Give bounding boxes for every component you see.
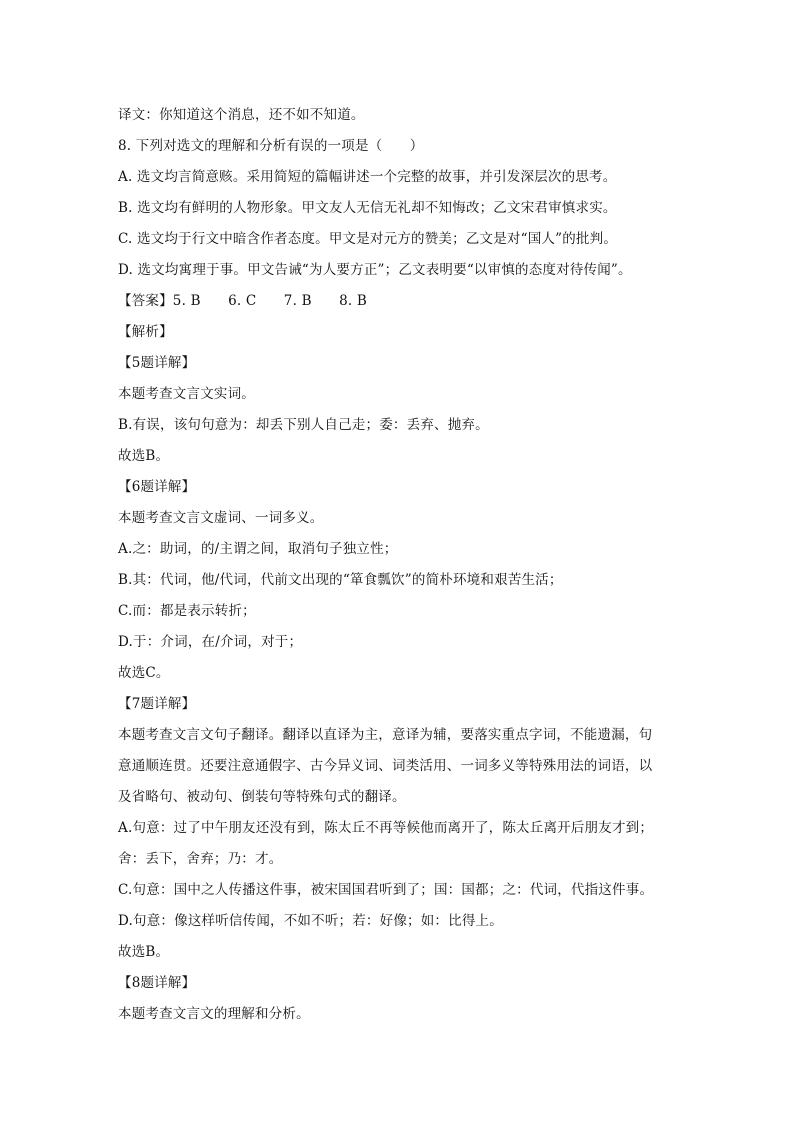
q7-text: D.句意：像这样听信传闻，不如不听；若：好像；如：比得上。 [118, 913, 503, 929]
q7-text: A.句意：过了中午朋友还没有到，陈太丘不再等候他而离开了，陈太丘离开后朋友才到； [118, 820, 654, 836]
q7-conclusion: 故选B。 [118, 944, 170, 960]
q6-text: C.而：都是表示转折； [118, 603, 256, 619]
option-c: C. 选文均于行文中暗含作者态度。甲文是对元方的赞美；乙文是对“国人”的批判。 [118, 231, 618, 247]
q7-heading: 【7题详解】 [118, 696, 196, 712]
q7-text: 及省略句、被动句、倒装句等特殊句式的翻译。 [118, 789, 406, 805]
q5-heading: 【5题详解】 [118, 355, 196, 371]
q8-heading: 【8题详解】 [118, 975, 196, 991]
option-b: B. 选文均有鲜明的人物形象。甲文友人无信无礼却不知悔改；乙文宋君审慎求实。 [118, 200, 617, 216]
q8-text: 本题考查文言文的理解和分析。 [118, 1006, 310, 1022]
q5-conclusion: 故选B。 [118, 448, 170, 464]
q7-text: 本题考查文言文句子翻译。翻译以直译为主，意译为辅，要落实重点字词，不能遗漏，句 [118, 727, 653, 743]
q6-text: A.之：助词，的/主谓之间，取消句子独立性； [118, 541, 398, 557]
q7-text: C.句意：国中之人传播这件事，被宋国国君听到了；国：国都；之：代词，代指这件事。 [118, 882, 654, 898]
q5-text: B.有误，该句句意为：却丢下别人自己走；委：丢弃、抛弃。 [118, 417, 489, 433]
answer-line: 【答案】5. B 6. C 7. B 8. B [118, 293, 367, 309]
option-d: D. 选文均寓理于事。甲文告诫“为人要方正”；乙文表明要“以审慎的态度对待传闻”。 [118, 262, 632, 278]
q5-text: 本题考查文言文实词。 [118, 386, 255, 402]
q6-text: 本题考查文言文虚词、一词多义。 [118, 510, 324, 526]
q6-heading: 【6题详解】 [118, 479, 196, 495]
translation-line: 译文：你知道这个消息，还不如不知道。 [118, 107, 365, 123]
question-8-stem: 8. 下列对选文的理解和分析有误的一项是（ ） [118, 138, 424, 154]
q6-text: D.于：介词，在/介词，对于； [118, 634, 303, 650]
document-page [118, 100, 678, 1030]
q6-conclusion: 故选C。 [118, 665, 170, 681]
option-a: A. 选文均言简意赅。采用简短的篇幅讲述一个完整的故事，并引发深层次的思考。 [118, 169, 617, 185]
q6-text: B.其：代词，他/代词，代前文出现的“箪食瓢饮”的简朴环境和艰苦生活； [118, 572, 563, 588]
analysis-heading: 【解析】 [118, 324, 173, 340]
q7-text: 意通顺连贯。还要注意通假字、古今异义词、词类活用、一词多义等特殊用法的词语，以 [118, 758, 653, 774]
q7-text: 舍：丢下，舍弃；乃：才。 [118, 851, 283, 867]
